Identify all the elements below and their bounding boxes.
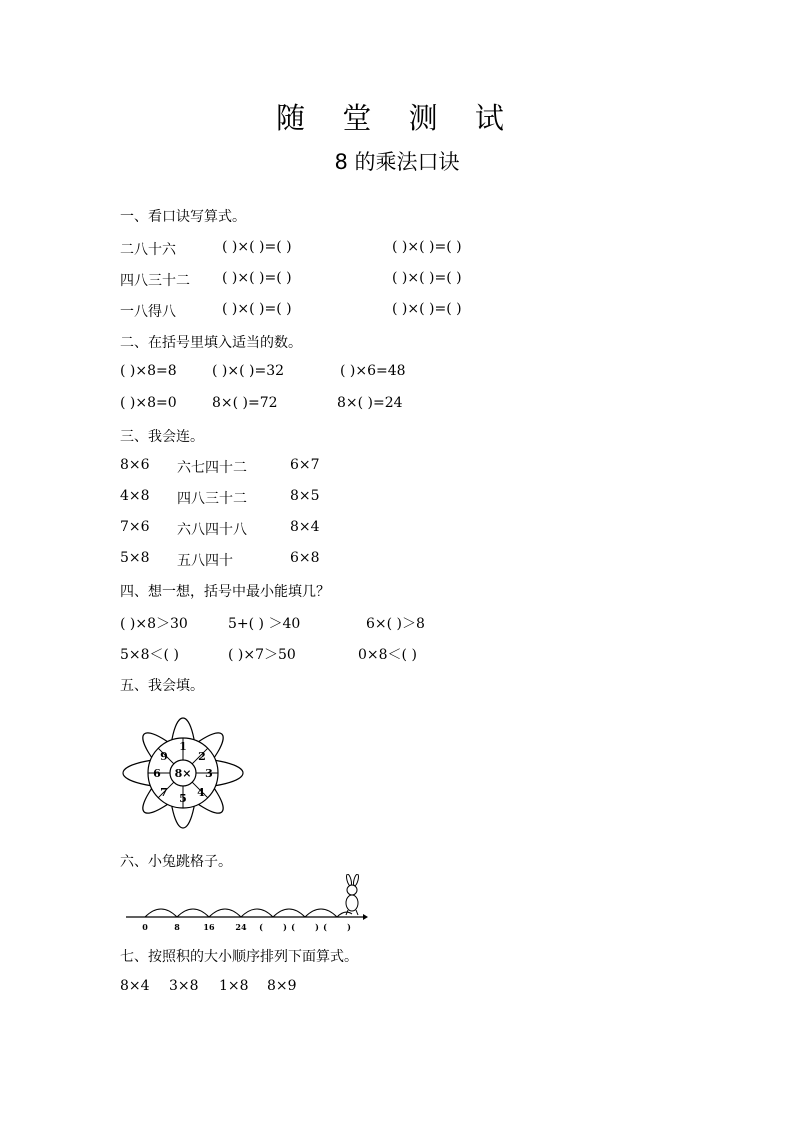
flower-petal-num: 6: [153, 767, 161, 780]
s1-row1-blank-a: ( )×( )=( ): [222, 239, 292, 255]
s1-row3-rhyme: 一八得八: [120, 304, 176, 320]
flower-diagram: [120, 712, 246, 834]
flower-petal-num: 5: [179, 792, 187, 805]
flower-center: 8×: [174, 767, 192, 780]
s3-mid-3: 六八四十八: [177, 522, 247, 538]
page-title: 随 堂 测 试: [276, 101, 518, 135]
s3-left-4: 5×8: [120, 550, 150, 566]
s3-mid-2: 四八三十二: [177, 491, 247, 507]
tick-label: 0: [142, 922, 148, 932]
flower-petal-num: 9: [160, 750, 168, 763]
flower-petal-num: 7: [160, 786, 168, 799]
flower-petal-num: 3: [205, 767, 213, 780]
section-6-heading: 六、小兔跳格子。: [120, 854, 232, 870]
s4-r2-a: 5×8＜( ): [120, 647, 179, 663]
s3-left-3: 7×6: [120, 519, 150, 535]
tick-blank-open: (: [259, 922, 263, 932]
page-subtitle: 8 的乘法口诀: [334, 150, 460, 174]
section-4-heading: 四、想一想，括号中最小能填几？: [120, 584, 330, 600]
s2-r1-c: ( )×6=48: [340, 363, 406, 379]
s1-row2-blank-a: ( )×( )=( ): [222, 270, 292, 286]
tick-blank-close: ): [347, 922, 351, 932]
s7-item-4: 8×9: [267, 978, 297, 994]
jump-arc: [145, 909, 177, 917]
s3-right-4: 6×8: [290, 550, 320, 566]
section-2-heading: 二、在括号里填入适当的数。: [120, 335, 302, 351]
s4-r1-a: ( )×8＞30: [120, 616, 188, 632]
s2-r1-a: ( )×8=8: [120, 363, 177, 379]
tick-blank-open: (: [323, 922, 327, 932]
s3-right-1: 6×7: [290, 457, 320, 473]
tick-blank-close: ): [315, 922, 319, 932]
s3-left-1: 8×6: [120, 457, 150, 473]
s4-r1-c: 6×( )＞8: [366, 616, 425, 632]
jump-arc: [209, 909, 241, 917]
tick-label: 24: [235, 922, 247, 932]
s7-item-1: 8×4: [120, 978, 150, 994]
jump-arc: [273, 909, 305, 917]
s3-right-3: 8×4: [290, 519, 320, 535]
s2-r2-a: ( )×8=0: [120, 395, 177, 411]
s4-r2-b: ( )×7＞50: [228, 647, 296, 663]
rabbit-number-line: [120, 874, 370, 934]
s2-r1-b: ( )×( )=32: [212, 363, 285, 379]
s3-right-2: 8×5: [290, 488, 320, 504]
s2-r2-c: 8×( )=24: [337, 395, 403, 411]
s1-row2-blank-b: ( )×( )=( ): [392, 270, 462, 286]
jump-arc: [177, 909, 209, 917]
arrow-icon: [363, 914, 368, 920]
tick-blank-open: (: [291, 922, 295, 932]
s2-r2-b: 8×( )=72: [212, 395, 278, 411]
tick-label: 16: [203, 922, 215, 932]
tick-blank-close: ): [283, 922, 287, 932]
flower-petal-num: 2: [198, 750, 206, 763]
s3-mid-4: 五八四十: [177, 553, 233, 569]
s4-r1-b: 5+( ) ＞40: [228, 616, 301, 632]
jump-arc: [337, 912, 352, 917]
flower-petal-num: 4: [197, 786, 205, 799]
tick-label: 8: [174, 922, 180, 932]
s3-mid-1: 六七四十二: [177, 460, 247, 476]
s1-row2-rhyme: 四八三十二: [120, 273, 190, 289]
s1-row3-blank-a: ( )×( )=( ): [222, 301, 292, 317]
s7-item-3: 1×8: [219, 978, 249, 994]
s1-row3-blank-b: ( )×( )=( ): [392, 301, 462, 317]
s3-left-2: 4×8: [120, 488, 150, 504]
s1-row1-rhyme: 二八十六: [120, 242, 176, 258]
section-7-heading: 七、按照积的大小顺序排列下面算式。: [120, 949, 358, 965]
s4-r2-c: 0×8＜( ): [358, 647, 417, 663]
jump-arc: [305, 909, 337, 917]
flower-petal-num: 1: [179, 740, 187, 753]
section-3-heading: 三、我会连。: [120, 429, 204, 445]
section-1-heading: 一、看口诀写算式。: [120, 209, 246, 225]
s1-row1-blank-b: ( )×( )=( ): [392, 239, 462, 255]
section-5-heading: 五、我会填。: [120, 678, 204, 694]
jump-arc: [241, 909, 273, 917]
s7-item-2: 3×8: [169, 978, 199, 994]
rabbit-icon: [346, 874, 360, 915]
